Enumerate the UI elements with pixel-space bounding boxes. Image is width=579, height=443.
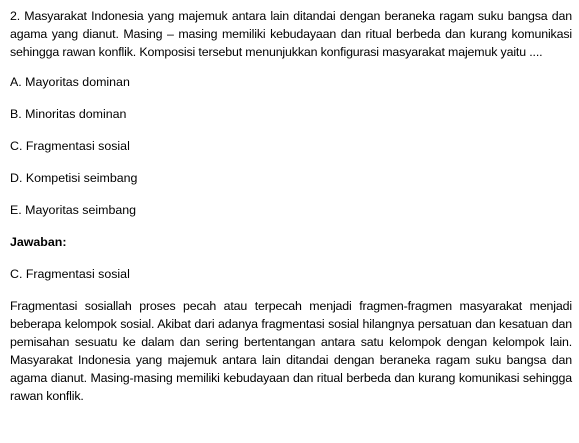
option-c: C. Fragmentasi sosial	[10, 139, 130, 153]
option-d: D. Kompetisi seimbang	[10, 171, 138, 185]
document	[10, 7, 572, 405]
option-b: B. Minoritas dominan	[10, 107, 127, 121]
answer-value: C. Fragmentasi sosial	[10, 267, 130, 281]
option-a: A. Mayoritas dominan	[10, 75, 130, 89]
explanation-text: Fragmentasi sosiallah proses pecah atau terpecah menjadi fragmen-fragmen masyarakat menjadi beberapa kelompok sosial. Akibat dari adanya fragmentasi sosial hilangnya persatuan dan kesatuan dan pemisahan sesuatu ke dalam dan sering bertentangan antara satu kelompok dengan kelompok lain. Masyarakat Indonesia yang majemuk antara lain ditandai dengan beraneka ragam suku bangsa dan agama dianut. Masing-masing memiliki kebudayaan dan ritual berbeda dan kurang komunikasi sehingga rawan konflik.	[10, 299, 572, 403]
question-text: 2. Masyarakat Indonesia yang majemuk antara lain ditandai dengan beraneka ragam suku bangsa dan agama yang dianut. Masing – masing memiliki kebudayaan dan ritual berbeda dan kurang komunikasi sehingga rawan konflik. Komposisi tersebut menunjukkan konfigurasi masyarakat majemuk yaitu ....	[10, 9, 572, 59]
option-e: E. Mayoritas seimbang	[10, 203, 137, 217]
answer-label: Jawaban:	[10, 235, 67, 249]
